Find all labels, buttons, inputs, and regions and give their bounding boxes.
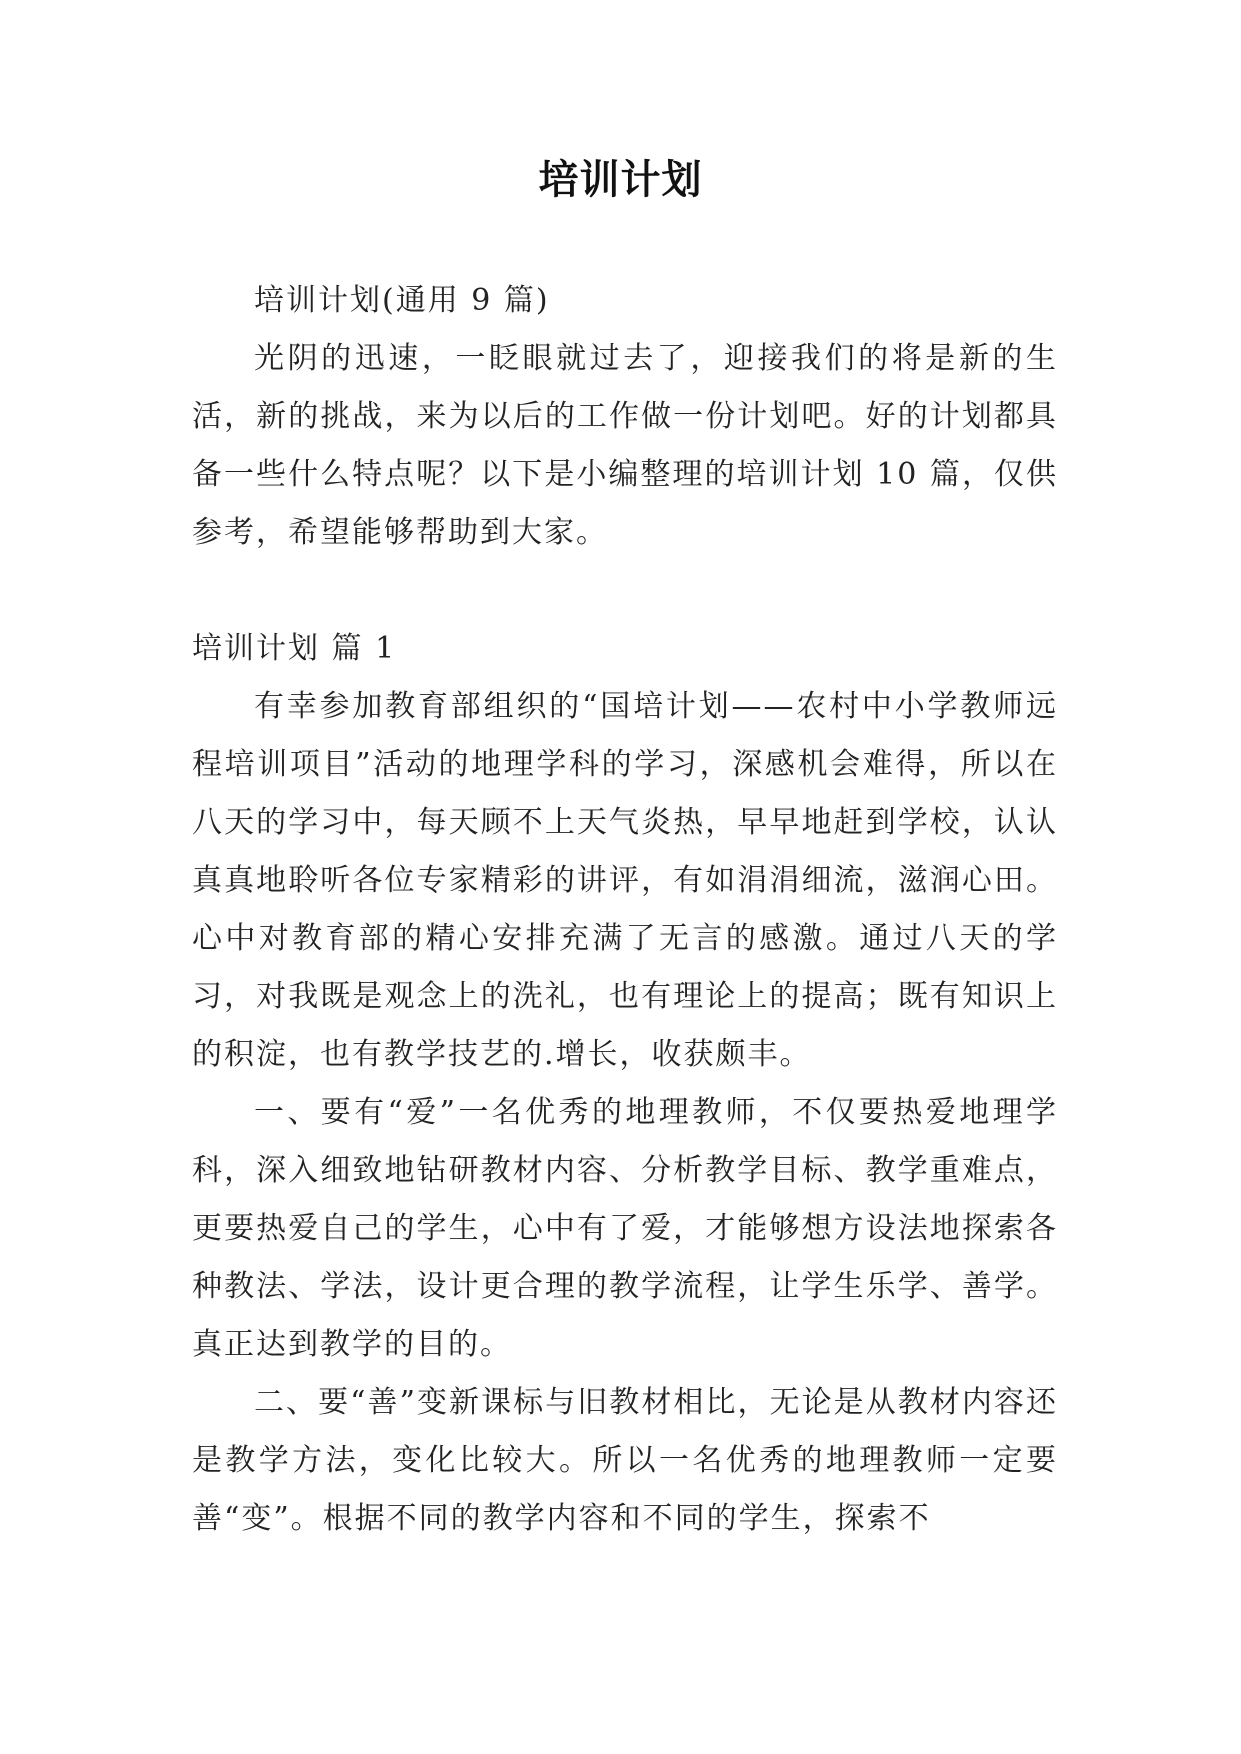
body-paragraph-2: 一、要有“爱”一名优秀的地理教师，不仅要热爱地理学科，深入细致地钻研教材内容、分析教学目标、教学重难点，更要热爱自己的学生，心中有了爱，才能够想方设法地探索各种教法、学法，设计更合理的教学流程，让学生乐学、善学。真正达到教学的目的。 xyxy=(192,1095,1058,1362)
document-title: 培训计划 xyxy=(538,156,703,203)
document-subtitle: 培训计划(通用 9 篇) xyxy=(254,283,550,318)
document-body xyxy=(192,272,1058,1548)
body-paragraph-1: 有幸参加教育部组织的“国培计划——农村中小学教师远程培训项目”活动的地理学科的学习，深感机会难得，所以在八天的学习中，每天顾不上天气炎热，早早地赶到学校，认认真真地聆听各位专家精彩的讲评，有如涓涓细流，滋润心田。心中对教育部的精心安排充满了无言的感激。通过八天的学习，对我既是观念上的洗礼，也有理论上的提高；既有知识上的积淀，也有教学技艺的.增长，收获颇丰。 xyxy=(192,689,1058,1072)
intro-paragraph: 光阴的迅速，一眨眼就过去了，迎接我们的将是新的生活，新的挑战，来为以后的工作做一份计划吧。好的计划都具备一些什么特点呢？以下是小编整理的培训计划 10 篇，仅供参考，希望能够帮助到大家。 xyxy=(192,341,1058,550)
section-heading: 培训计划 篇 1 xyxy=(192,631,397,666)
body-paragraph-3: 二、要“善”变新课标与旧教材相比，无论是从教材内容还是教学方法，变化比较大。所以一名优秀的地理教师一定要善“变”。根据不同的教学内容和不同的学生，探索不 xyxy=(192,1385,1058,1536)
